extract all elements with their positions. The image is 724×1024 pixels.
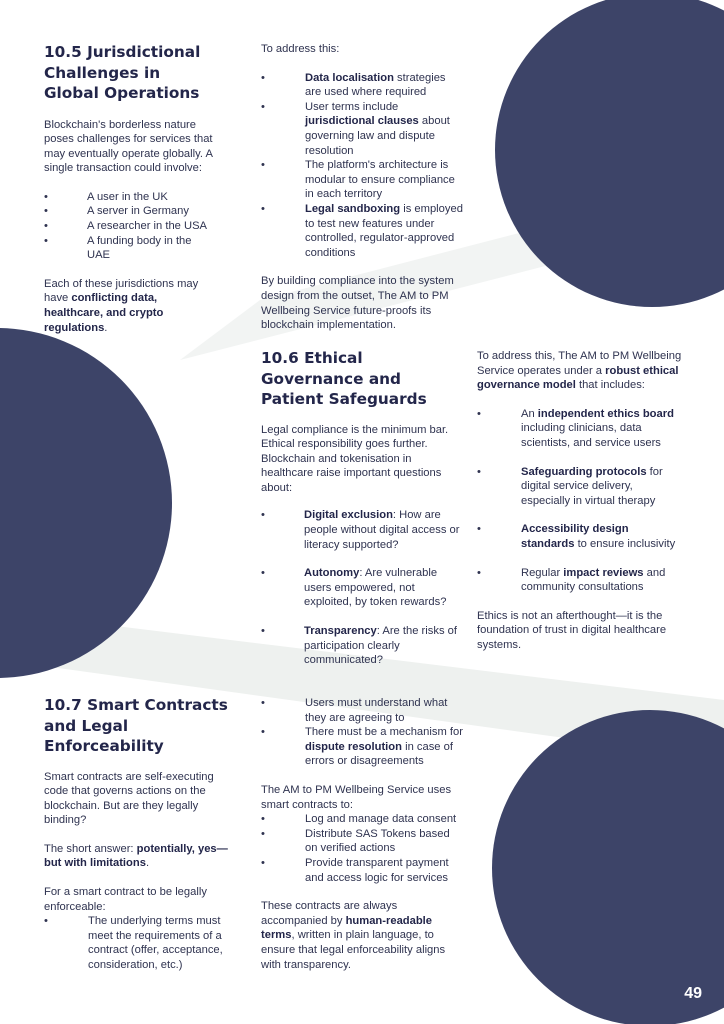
- section-10-6: [261, 348, 464, 668]
- section-title: 10.5 Jurisdictional Challenges in Global Operations: [44, 43, 201, 102]
- section-10-5: [44, 42, 216, 335]
- bold-text: Autonomy: [304, 567, 360, 580]
- questions-list: [261, 508, 464, 667]
- bullet-icon: •: [261, 856, 265, 869]
- list-item-text: A funding body in the UAE: [87, 234, 192, 262]
- bullet-icon: •: [261, 509, 265, 522]
- bold-text: Accessibility design standards: [521, 523, 629, 550]
- bullet-icon: •: [261, 159, 265, 172]
- list-item: [44, 204, 216, 219]
- bold-text: Digital exclusion: [304, 509, 393, 522]
- section-intro: Blockchain's borderless nature poses challenges for services that may eventually operate globally. A single transaction could involve:: [44, 118, 213, 175]
- address-intro: To address this:: [261, 43, 340, 55]
- list-item: • Regular impact reviews and community consultations: [477, 566, 666, 594]
- bold-text: conflicting data, healthcare, and crypto regulations: [44, 292, 164, 334]
- bullet-icon: •: [477, 407, 481, 420]
- section-title: 10.7 Smart Contracts and Legal Enforceability: [44, 696, 228, 755]
- bullet-icon: •: [44, 915, 48, 928]
- list-item: • Digital exclusion: How are people without digital access or literacy supported?: [261, 509, 460, 551]
- list-item: • The underlying terms must meet the requirements of a contract (offer, acceptance, consideration, etc.): [44, 915, 223, 972]
- bold-text: impact reviews: [563, 566, 644, 579]
- uses-intro: The AM to PM Wellbeing Service uses smart contracts to:: [261, 783, 452, 811]
- bottom-right-circle: [492, 710, 724, 1024]
- section-10-7-continued: [261, 696, 464, 972]
- list-item: • Safeguarding protocols for digital service delivery, especially in virtual therapy: [477, 465, 663, 507]
- list-item: [44, 190, 216, 205]
- bullet-icon: •: [261, 202, 265, 215]
- section-10-7: [44, 695, 240, 973]
- bullet-icon: •: [261, 697, 265, 709]
- bullet-icon: •: [261, 100, 265, 113]
- bullet-icon: •: [477, 566, 481, 579]
- bullet-icon: •: [261, 813, 265, 826]
- bullet-icon: •: [44, 205, 48, 218]
- list-item: • Autonomy: Are vulnerable users empowered, not exploited, by token rewards?: [261, 567, 447, 609]
- list-item: • There must be a mechanism for dispute resolution in case of errors or disagreements: [261, 726, 463, 768]
- enforce-list: [44, 914, 240, 972]
- section-title: 10.6 Ethical Governance and Patient Safeguards: [261, 349, 427, 408]
- bullet-icon: •: [261, 567, 265, 580]
- model-list: [477, 407, 682, 595]
- list-item: • User terms include jurisdictional clauses about governing law and dispute resolution: [261, 100, 450, 157]
- list-item: • Accessibility design standards to ensure inclusivity: [477, 523, 676, 550]
- bold-text: potentially, yes—but with limitations: [44, 842, 228, 870]
- section-10-5-measures: [261, 42, 464, 333]
- enforce-intro: For a smart contract to be legally enforceable:: [44, 886, 207, 913]
- bullet-icon: •: [44, 234, 48, 247]
- model-intro: To address this, The AM to PM Wellbeing Service operates under a robust ethical governance model that includes:: [477, 350, 682, 392]
- uses-list: [261, 812, 464, 885]
- bold-text: Legal sandboxing: [305, 202, 401, 215]
- list-item: • An independent ethics board including clinicians, data scientists, and service users: [477, 407, 674, 449]
- bold-text: Safeguarding protocols: [521, 465, 647, 478]
- section-intro: Smart contracts are self-executing code that governs actions on the blockchain. But are they legally binding?: [44, 770, 214, 827]
- bold-text: robust ethical governance model: [477, 364, 679, 392]
- list-item: • The platform's architecture is modular to ensure compliance in each territory: [261, 159, 455, 201]
- list-item-text: A researcher in the USA: [87, 220, 208, 233]
- list-item: • Legal sandboxing is employed to test new features under controlled, regulator-approved conditions: [261, 202, 463, 259]
- list-item: • Distribute SAS Tokens based on verified actions: [261, 827, 450, 855]
- list-item: • Transparency: Are the risks of participation clearly communicated?: [261, 625, 457, 667]
- list-item-text: A user in the UK: [87, 190, 168, 203]
- list-item: • Data localisation strategies are used where required: [261, 71, 446, 99]
- bullet-icon: •: [44, 220, 48, 233]
- bullet-icon: •: [477, 465, 481, 478]
- measures-list: [261, 71, 464, 261]
- bullet-icon: •: [261, 71, 265, 84]
- list-item: • Provide transparent payment and access logic for services: [261, 856, 449, 884]
- bullet-icon: •: [261, 726, 265, 739]
- section-outro: Each of these jurisdictions may have conflicting data, healthcare, and crypto regulations.: [44, 277, 199, 334]
- bold-text: dispute resolution: [305, 740, 402, 753]
- list-item: • Log and manage data consent: [261, 813, 457, 826]
- section-10-6-model: [477, 349, 682, 653]
- jurisdiction-list: [44, 190, 216, 263]
- section-closing: By building compliance into the system design from the outset, The AM to PM Wellbeing Service future-proofs its blockchain implementation.: [261, 275, 454, 332]
- bullet-icon: •: [261, 827, 265, 840]
- bullet-icon: •: [44, 190, 48, 203]
- bold-text: jurisdictional clauses: [305, 115, 419, 128]
- bold-text: independent ethics board: [537, 407, 674, 420]
- bold-text: Transparency: [304, 625, 377, 638]
- page-number: 49: [684, 985, 702, 1002]
- list-item: [44, 234, 216, 263]
- section-intro: Legal compliance is the minimum bar. Ethical responsibility goes further. Blockchain and tokenisation in healthcare raise important questions about:: [261, 423, 449, 494]
- short-answer: The short answer: potentially, yes—but with limitations.: [44, 842, 228, 870]
- left-circle: [0, 328, 172, 678]
- bold-text: human-readable terms: [261, 914, 433, 942]
- section-closing: Ethics is not an afterthought—it is the foundation of trust in digital healthcare systems.: [477, 609, 667, 651]
- bullet-icon: •: [477, 523, 481, 536]
- list-item: [44, 219, 216, 234]
- bold-text: Data localisation: [305, 71, 394, 84]
- list-item-text: A server in Germany: [87, 205, 189, 218]
- list-item: • Users must understand what they are agreeing to: [261, 697, 448, 724]
- enforce-list-continued: [261, 696, 464, 769]
- section-closing: These contracts are always accompanied by human-readable terms, written in plain language, to ensure that legal enforceability aligns with transparency.: [261, 900, 446, 971]
- bullet-icon: •: [261, 625, 265, 638]
